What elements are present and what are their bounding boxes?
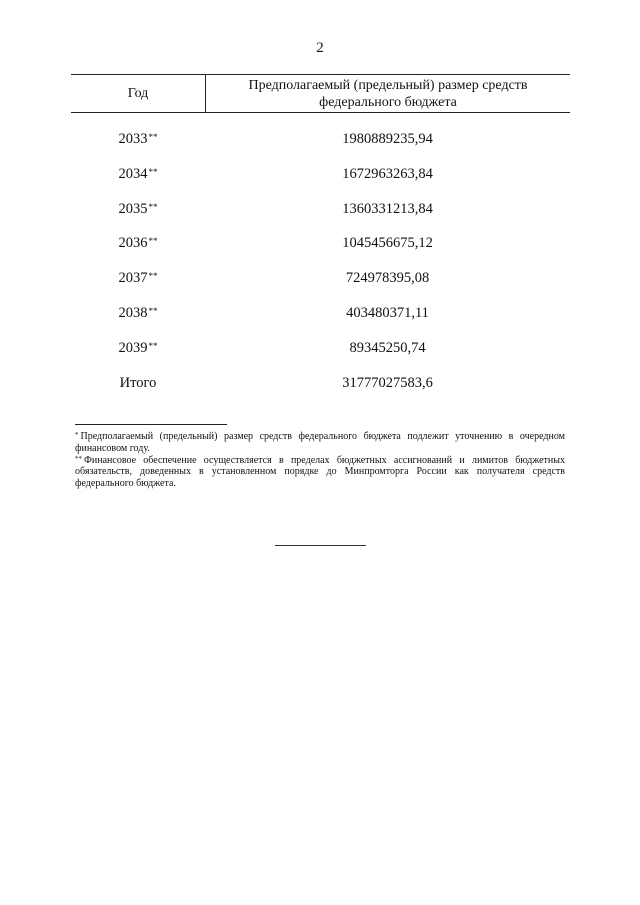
- footnote-mark: **: [75, 454, 82, 463]
- year-value: 2035: [118, 200, 148, 217]
- row-year: [71, 199, 205, 219]
- row-amount: 1980889235,94: [342, 131, 433, 147]
- total-label: Итого: [119, 374, 157, 391]
- row-year: [71, 303, 205, 323]
- row-amount: 1045456675,12: [342, 235, 433, 252]
- table-row: [71, 268, 570, 303]
- table-row: [71, 338, 570, 373]
- footnote-text: Финансовое обеспечение осуществляется в пределах бюджетных ассигнований и лимитов бюджетных обязательств, доведенных в установленном порядке до Минпромторга России как получателя средств федерального бюджета.: [75, 454, 565, 490]
- table-row: [71, 129, 570, 164]
- header-amount-line-2: федерального бюджета: [319, 95, 457, 110]
- year-footnote-mark: **: [148, 166, 158, 177]
- footnote: [75, 431, 565, 455]
- footnote-divider: [75, 424, 227, 425]
- year-value: 2034: [118, 165, 148, 182]
- table-total-row: [71, 373, 570, 408]
- year-value: 2038: [118, 304, 148, 321]
- year-value: 2033: [118, 131, 148, 147]
- row-year: [71, 129, 205, 149]
- header-year: Год: [71, 75, 206, 112]
- row-amount: 1672963263,84: [342, 165, 433, 182]
- year-footnote-mark: **: [148, 201, 158, 212]
- year-footnote-mark: **: [148, 236, 158, 247]
- row-year: [71, 338, 205, 358]
- header-amount-line-1: Предполагаемый (предельный) размер средств: [248, 78, 528, 93]
- row-amount: 403480371,11: [346, 304, 429, 321]
- header-amount: [206, 75, 570, 112]
- row-year: [71, 233, 205, 253]
- table-row: [71, 199, 570, 234]
- footnote: [75, 455, 565, 490]
- year-footnote-mark: **: [148, 132, 158, 142]
- footnote-mark: *: [75, 431, 79, 439]
- table-header: [71, 74, 570, 113]
- footnote-text: Предполагаемый (предельный) размер средств федерального бюджета подлежит уточнению в очередном финансовом году.: [75, 431, 565, 454]
- table-row: [71, 164, 570, 199]
- year-footnote-mark: **: [148, 305, 158, 316]
- year-value: 2037: [118, 270, 148, 287]
- year-footnote-mark: **: [148, 340, 158, 351]
- table-row: [71, 303, 570, 338]
- year-value: 2039: [118, 339, 148, 356]
- table-row: [71, 233, 570, 268]
- footnotes: [75, 431, 565, 490]
- end-of-document-line: [275, 545, 366, 546]
- year-footnote-mark: **: [148, 271, 158, 282]
- total-amount: 31777027583,6: [342, 374, 433, 391]
- row-year: [71, 164, 205, 184]
- row-amount: 724978395,08: [345, 270, 430, 287]
- budget-table: [71, 74, 570, 407]
- row-amount: 89345250,74: [349, 339, 426, 356]
- table-body: [71, 113, 570, 407]
- row-year: [71, 268, 205, 288]
- page-number: 2: [316, 40, 324, 56]
- row-amount: 1360331213,84: [342, 200, 433, 217]
- year-value: 2036: [118, 235, 148, 252]
